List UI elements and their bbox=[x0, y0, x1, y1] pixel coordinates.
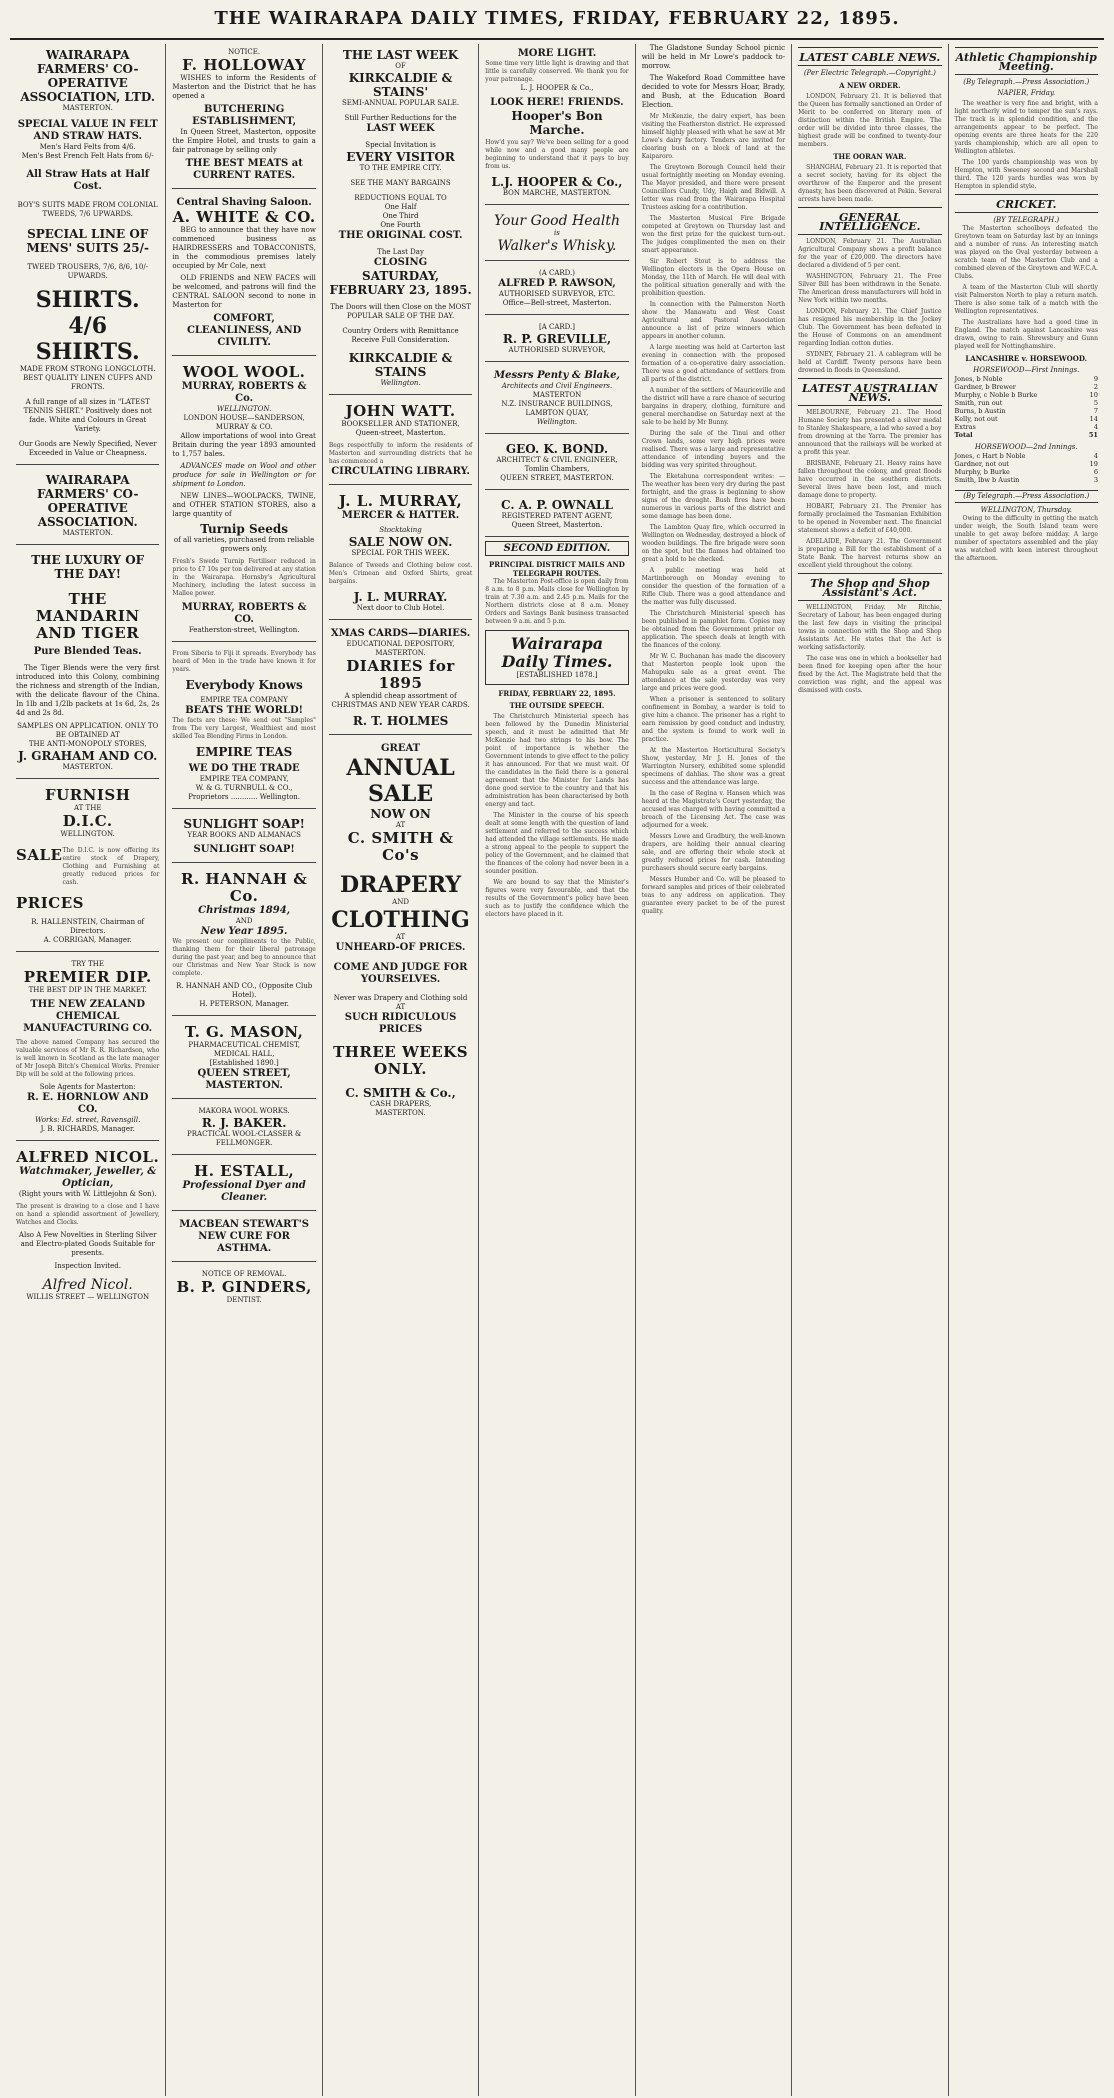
ad-samples: SAMPLES ON APPLICATION. ONLY TO BE OBTAINED AT bbox=[17, 722, 159, 739]
ad-murray2: J. L. MURRAY. bbox=[353, 590, 448, 604]
ad-penty-blake bbox=[485, 366, 628, 434]
ad-body: BEG to announce that they have now commenced business as HAIRDRESSERS and TOBACCONISTS, in the commodious premises lately occupied by Mr Cole, next bbox=[172, 226, 316, 270]
ad-jl-murray bbox=[329, 489, 472, 620]
athletic-assoc: (By Telegraph.—Press Association.) bbox=[963, 78, 1090, 86]
cricket-body: A team of the Masterton Club will shortly visit Palmerston North to play a return match. There is also some talk of a match with the Wellington representatives. bbox=[954, 284, 1098, 315]
ad-kirkcaldie2: KIRKCALDIE & STAINS bbox=[348, 351, 453, 379]
ad-macbean-title: MACBEAN STEWART'S NEW CURE FOR ASTHMA. bbox=[179, 1219, 309, 1254]
news-body: At the Masterton Horticultural Society's Show, yesterday, Mr J. H. Jones of the Warrington Nursery, exhibited some splendid specimens of dahlias. The show was a great success and the attendance was large. bbox=[641, 747, 786, 786]
ad-turnbull: W. & G. TURNBULL & CO., bbox=[195, 784, 293, 792]
ad-shirts: SHIRTS. 4/6 SHIRTS. bbox=[35, 287, 140, 365]
news-body: The Greytown Borough Council held their usual fortnightly meeting on Monday evening. The Mayor presided, and there were present Councillors Cundy, Udy, Haigh and Bidwill. A letter was read from the Wairarapa Hospital Trustees asking for a contribution. bbox=[641, 164, 786, 211]
ad-stores: THE ANTI-MONOPOLY STORES, bbox=[28, 740, 147, 748]
ad-is: is bbox=[554, 229, 560, 237]
ad-semi: SEMI-ANNUAL POPULAR SALE. bbox=[342, 99, 460, 107]
ad-line: Men's Hard Felts from 4/6. bbox=[39, 143, 136, 151]
ad-filler: The facts are these: We send out "Samples" from The very Largest, Wealthiest and most skilled Tea Blending Firms in London. bbox=[172, 717, 316, 740]
cable-heading: LATEST CABLE NEWS. bbox=[799, 51, 941, 64]
ad-further: Still Further Reductions for the bbox=[344, 114, 457, 122]
column-2 bbox=[166, 44, 322, 2096]
cable-body: LONDON, February 21. It is believed that the Queen has formally sanctioned an Order of Merit to be conferred on literary men of distinction within the British Empire. The order will be divided into three classes, the highest grade will be confined to twenty-four members. bbox=[798, 93, 942, 148]
ad-of: OF bbox=[395, 62, 406, 70]
ad-removal: NOTICE OF REMOVAL. bbox=[201, 1270, 287, 1278]
column-1 bbox=[10, 44, 166, 2096]
ad-mason-hall: MEDICAL HALL, bbox=[213, 1050, 275, 1058]
ad-country: Country Orders with Remittance Receive Full Consideration. bbox=[342, 327, 459, 344]
ad-walker-name: Walker's Whisky. bbox=[497, 238, 617, 254]
ad-xmas: XMAS CARDS—DIARIES. bbox=[330, 628, 471, 639]
ad-watt-name: JOHN WATT. bbox=[345, 402, 456, 420]
first-innings: HORSEWOOD—First Innings. bbox=[973, 366, 1080, 374]
ad-wellington: WELLINGTON. bbox=[216, 405, 272, 413]
ad-estall bbox=[172, 1159, 315, 1211]
ad-penty: Messrs Penty & Blake, bbox=[494, 370, 620, 381]
ad-filler: From Siberia to Fiji it spreads. Everybody has heard of Men in the trade have known it for years. bbox=[172, 650, 316, 673]
times-date: FRIDAY, FEBRUARY 22, 1895. bbox=[498, 689, 616, 698]
ad-rawson bbox=[485, 265, 628, 315]
ad-kirkcaldie-name: KIRKCALDIE & STAINS' bbox=[348, 71, 453, 99]
news-body: Messrs Humber and Co. will be pleased to forward samples and prices of their celebrated teas to any address on application. They guarantee every packet to be of the purest quality. bbox=[641, 876, 786, 915]
ad-signature: Alfred Nicol. bbox=[42, 1277, 133, 1293]
australian-heading: LATEST AUSTRALIAN NEWS. bbox=[802, 382, 938, 404]
ad-boys: BOY'S SUITS MADE FROM COLONIAL TWEEDS, 7/6 UPWARDS. bbox=[17, 201, 158, 218]
ad-baker bbox=[172, 1103, 315, 1155]
ad-body: WISHES to inform the Residents of Masterton and the District that he has opened a bbox=[172, 74, 316, 100]
cricket-body: The Australians have had a good time in England. The match against Lancashire was drawn, owing to rain. Shrewsbury and Gunn played well for Nottinghamshire. bbox=[954, 319, 1098, 350]
ad-smith2: C. SMITH & Co., bbox=[345, 1086, 456, 1100]
ad-street: WILLIS STREET — WELLINGTON bbox=[26, 1293, 150, 1301]
ad-saloon: Central Shaving Saloon. bbox=[176, 197, 312, 208]
ad-bond-name: GEO. K. BOND. bbox=[505, 442, 609, 456]
ad-murray-name: J. L. MURRAY, bbox=[338, 492, 463, 510]
second-innings: HORSEWOOD—2nd Innings. bbox=[974, 443, 1078, 451]
news-body: The Masterton Musical Fire Brigade competed at Greytown on Thursday last and won the first prize for the quickest turn-out. The judges complimented the men on their smart appearance. bbox=[641, 215, 786, 254]
ad-filler: Balance of Tweeds and Clothing below cost. Men's Crimean and Oxford Shirts, great bargains. bbox=[328, 562, 473, 585]
ad-filler: Some time very little light is drawing and that little is carefully conserved. We thank you for your patronage. bbox=[485, 60, 629, 83]
tel-assoc: (By Telegraph.—Press Association.) bbox=[963, 492, 1090, 500]
ad-holloway bbox=[172, 44, 315, 189]
ad-paul: C. A. P. OWNALL bbox=[501, 498, 613, 512]
ad-card2: [A CARD.] bbox=[538, 323, 575, 331]
ad-filler: We present our compliments to the Public, thanking them for their liberal patronage during the past year, and beg to announce that our Christmas and New Year Stock is now complete. bbox=[172, 938, 316, 977]
athletic-body: The 100 yards championship was won by Hempton, with Sweeney second and Marshall third. The 120 yards hurdles was won by Hempton in splendid style. bbox=[954, 159, 1098, 190]
news-body: A large meeting was held at Carterton last evening in connection with the proposed formation of a co-operative dairy association. There was a good attendance of settlers from all parts of the district. bbox=[641, 344, 786, 383]
news-body: In connection with the Palmerston North show the Manawatu and West Coast Agricultural and Pastoral Association announce a list of prize winners which appears in another column. bbox=[641, 301, 786, 340]
ad-pownall bbox=[485, 494, 628, 537]
news-body: The Christchurch Ministerial speech has been published in pamphlet form. Copies may be obtained from the Government printer on application. The speech deals at length with the finances of the colony. bbox=[641, 610, 786, 649]
ad-sale-now: SALE NOW ON. bbox=[348, 535, 453, 549]
ad-smith-name: C. SMITH & Co's bbox=[347, 829, 454, 864]
ad-kirkcaldie bbox=[329, 44, 472, 395]
ad-murray: MURRAY, ROBERTS & Co. bbox=[181, 381, 307, 404]
ad-try: TRY THE bbox=[71, 960, 104, 968]
oriental-heading: THE OORAN WAR. bbox=[833, 152, 907, 161]
ad-come: COME AND JUDGE FOR YOURSELVES. bbox=[333, 962, 468, 985]
masthead: THE WAIRARAPA DAILY TIMES, FRIDAY, FEBRUARY 22, 1895. bbox=[10, 0, 1104, 40]
news-body: A number of the settlers of Mauriceville and the district will have a rare chance of securing bargains in drapery, clothing, furniture and general merchandise on Saturday next at the sale to be held by Mr Bunny. bbox=[641, 387, 786, 426]
news-body: Mr McKenzie, the dairy expert, has been visiting the Featherston district. He expressed himself highly pleased with what he saw at Mr Lowe's dairy factory. Tenders are invited for clearing bush on a block of land at the Kaiparoro. bbox=[641, 113, 786, 160]
ad-sale: SALE bbox=[16, 846, 63, 864]
ad-hooper: L. J. HOOPER & Co., bbox=[520, 84, 594, 92]
ad-watt-sub: BOOKSELLER AND STATIONER, bbox=[341, 420, 460, 428]
ad-place: MASTERTON. bbox=[62, 104, 113, 112]
ad-year-books: YEAR BOOKS AND ALMANACS bbox=[187, 831, 301, 839]
ad-holmes-name: R. T. HOLMES bbox=[352, 714, 449, 728]
ad-office: Office—Bell-street, Masterton. bbox=[502, 299, 612, 307]
ad-best-meats: THE BEST MEATS at CURRENT RATES. bbox=[185, 158, 303, 181]
ad-such: SUCH RIDICULOUS PRICES bbox=[344, 1012, 457, 1035]
ad-never: Never was Drapery and Clothing sold bbox=[333, 994, 468, 1002]
total-label: Total bbox=[954, 431, 973, 439]
cable-body: ADELAIDE, February 21. The Government is preparing a Bill for the establishment of a State Bank. The harvest returns show an excellent yield throughout the colony. bbox=[798, 538, 942, 569]
ad-wellington: WELLINGTON. bbox=[60, 830, 115, 838]
ad-last: LAST WEEK bbox=[366, 123, 435, 134]
ad-alfred-nicol bbox=[16, 1145, 159, 1308]
cable-body: LONDON, February 21. The Australian Agricultural Company shows a profit balance for the year of £20,000. The directors have declared a dividend of 5 per cent. bbox=[798, 238, 942, 269]
ad-holmes bbox=[329, 624, 472, 735]
ad-hornlow: R. E. HORNLOW AND CO. bbox=[26, 1092, 149, 1115]
ad-at3: AT bbox=[395, 1003, 406, 1011]
ad-white bbox=[172, 193, 315, 356]
ad-doors: The Doors will then Close on the MOST POPULAR SALE OF THE DAY. bbox=[330, 303, 471, 320]
ad-walker bbox=[485, 209, 628, 261]
ad-reductions: REDUCTIONS EQUAL TO bbox=[354, 194, 447, 202]
ad-greville-name: R. P. GREVILLE, bbox=[502, 332, 612, 346]
ad-see: SEE THE MANY BARGAINS bbox=[350, 179, 451, 187]
ad-bond-chambers: Tomlin Chambers, bbox=[524, 465, 590, 473]
tel-body: Owing to the difficulty in getting the match under weigh, the South Island team were unable to get away before midday. A large number of spectators assembled and the play was watched with keen interest throughout the afternoon. bbox=[954, 515, 1098, 562]
ad-turnip: Turnip Seeds bbox=[200, 522, 289, 536]
column-4 bbox=[479, 44, 635, 2096]
athletic-body: The weather is very fine and bright, with a light northerly wind to temper the sun's rays. The track is in splendid condition, and the arrangements appear to be perfect. The opening events are three heats for the 220 yards championship, which are all open to Wellington athletes. bbox=[954, 100, 1098, 155]
ad-notice: NOTICE. bbox=[228, 48, 261, 56]
ad-closing: CLOSING bbox=[373, 257, 428, 268]
ad-ginders-name: B. P. GINDERS, bbox=[176, 1278, 312, 1296]
ad-hannah bbox=[172, 867, 315, 1016]
ad-half: One Half bbox=[384, 203, 417, 211]
ad-third: One Third bbox=[382, 212, 419, 220]
ad-place: MASTERTON bbox=[532, 391, 582, 399]
mails-heading: PRINCIPAL DISTRICT MAILS AND TELEGRAPH ROUTES. bbox=[489, 560, 625, 578]
cable-body: The case was one in which a bookseller had been fined for keeping open after the hour fixed by the Act. The Magistrate held that the conviction was right, and the appeal was dismissed with costs. bbox=[798, 655, 942, 694]
ad-proprietors: Proprietors ............ Wellington. bbox=[188, 793, 301, 801]
cable-body: LONDON, February 21. The Chief Justice has resigned his membership in the Jockey Club. The Government has been defeated in the House of Commons on an amendment regarding Indian cotton duties. bbox=[798, 308, 942, 347]
ad-lodge: LOOK HERE! FRIENDS. bbox=[490, 97, 624, 108]
column-3 bbox=[323, 44, 479, 2096]
ad-title: WAIRARAPA FARMERS' CO-OPERATIVE ASSOCIATION, LTD. bbox=[20, 48, 156, 104]
ad-holloway-name: F. HOLLOWAY bbox=[182, 56, 307, 74]
ad-comfort: COMFORT, CLEANLINESS, AND CIVILITY. bbox=[186, 313, 302, 348]
ad-graham: J. GRAHAM AND CO. bbox=[18, 749, 158, 763]
ad-butcher: BUTCHERING ESTABLISHMENT, bbox=[192, 104, 297, 127]
ad-to: TO THE EMPIRE CITY. bbox=[359, 164, 442, 172]
ad-wool-title: WOOL WOOL. bbox=[182, 363, 306, 381]
ad-hannah-name: R. HANNAH & Co. bbox=[181, 870, 308, 905]
news-body: A public meeting was held at Martinborough on Monday evening to consider the question of the formation of a Rifle Club. There was a good attendance and the matter was fully discussed. bbox=[641, 567, 786, 606]
ad-more-light bbox=[485, 44, 628, 205]
ad-filler: Fresh's Swede Turnip Fertiliser reduced in price to £7 10s per ton delivered at any station in the Wairarapa. Hornsby's Agricultural Machinery, including the latest success in Mallee power. bbox=[172, 558, 316, 597]
ad-queen: Queen Street, Masterton. bbox=[511, 521, 603, 529]
editorial-body: The Christchurch Ministerial speech has been followed by the Dunedin Ministerial speech, and it must be admitted that Mr McKenzie had two strings to his bow. The point of importance is whether the Government intends to give effect to the policy it has announced. For that we must wait. Of the candidates in the field there is a general agreement that the Minister for Lands has done good service to the country and that his administration has been characterised by both energy and tact. bbox=[485, 713, 629, 808]
ad-hooper-co: L.J. HOOPER & Co., bbox=[491, 175, 623, 189]
ad-special: SPECIAL VALUE IN FELT AND STRAW HATS. bbox=[17, 119, 158, 142]
lancashire-heading: LANCASHIRE v. HORSEWOOD. bbox=[965, 354, 1088, 363]
ad-architects: Architects and Civil Engineers. bbox=[501, 382, 613, 390]
ad-straw: All Straw Hats at Half Cost. bbox=[26, 169, 150, 192]
columns bbox=[10, 44, 1104, 2096]
ad-filler: The present is drawing to a close and I have on hand a splendid assortment of Jewellery, Watches and Clocks. bbox=[16, 1203, 160, 1226]
mails-body: The Masterton Post-office is open daily from 8 a.m. to 8 p.m. Mails close for Wellington by train at 7.30 a.m. and 2.45 p.m. Mails for the Northern districts close at 8 a.m. Money Orders and Savings Bank business transacted between 9 a.m. and 5 p.m. bbox=[485, 578, 629, 625]
ad-estall-sub: Professional Dyer and Cleaner. bbox=[182, 1180, 306, 1203]
news-body: During the sale of the Tinui and other Crown lands, some very high prices were realised. There was a large and representative attendance of intending buyers and the bidding was very spirited throughout. bbox=[641, 430, 786, 469]
ad-wellington: Wellington. bbox=[380, 379, 421, 387]
news-body: The Eketahuna correspondent writes: — The weather has been very dry during the past fortnight, and the grass is beginning to show signs of the drought. Bush fires have been numerous in various parts of the district and some damage has been done. bbox=[641, 473, 786, 520]
ad-educational: EDUCATIONAL DEPOSITORY, MASTERTON. bbox=[346, 640, 455, 657]
ad-empire: EMPIRE TEA COMPANY bbox=[200, 696, 288, 704]
ad-more-light-title: MORE LIGHT. bbox=[517, 48, 597, 59]
news-body: The Lambton Quay fire, which occurred in Wellington on Wednesday, destroyed a block of wooden buildings. The fire brigade were soon on the spot, but the flames had obtained too great a hold to be checked. bbox=[641, 524, 786, 563]
ad-richards: J. B. RICHARDS, Manager. bbox=[40, 1125, 135, 1133]
ad-bon: BON MARCHE, MASTERTON. bbox=[502, 189, 612, 197]
news-body: Sir Robert Stout is to address the Wellington electors in the Opera House on Monday, the 11th of March. He will deal with the political situation generally and with the prohibition question. bbox=[641, 258, 786, 297]
ad-good-health: Your Good Health bbox=[493, 213, 620, 229]
cable-body: WELLINGTON, Friday. Mr Ritchie, Secretary of Labour, has been engaged during the last few days in visiting the principal towns in connection with the Shop and Shop Assistants Act. He states that the Act is working satisfactorily. bbox=[798, 604, 942, 651]
ad-sunlight-title: SUNLIGHT SOAP! bbox=[183, 817, 305, 831]
ad-christmas: Christmas 1894, bbox=[198, 905, 291, 916]
ad-beats: BEATS THE WORLD! bbox=[185, 705, 304, 716]
ad-three: THREE WEEKS ONLY. bbox=[333, 1043, 469, 1078]
ad-sunlight bbox=[172, 813, 315, 863]
ad-everybody: Everybody Knows bbox=[185, 678, 303, 692]
ad-murray2: MURRAY, ROBERTS & CO. bbox=[181, 602, 307, 625]
ad-empire-co: EMPIRE TEA COMPANY, bbox=[199, 775, 289, 783]
ad-premier: PREMIER DIP. bbox=[23, 968, 152, 986]
ad-turnip-sub: of all varieties, purchased from reliable growers only. bbox=[173, 536, 315, 553]
ad-we-do: WE DO THE TRADE bbox=[188, 763, 300, 774]
ad-filler: The above named Company has secured the valuable services of Mr R. R. Richardson, who is well known in Scotland as the late manager of Mr Joseph Bitch's Chemical Works. Premier Dip will be sold at the following prices. bbox=[16, 1039, 160, 1078]
ad-diaries: DIARIES for 1895 bbox=[346, 657, 455, 692]
editorial-body: The Minister in the course of his speech dealt at some length with the question of land settlement and referred to the success which had attended the village settlements. He made a strong appeal to the people to support the policy of the Government, and he claimed that the finances of the colony had never been in a sounder position. bbox=[485, 812, 629, 875]
ad-dic-name: D.I.C. bbox=[62, 812, 113, 830]
ad-mandarin-tea bbox=[16, 549, 159, 779]
ad-next: Next door to Club Hotel. bbox=[356, 604, 445, 612]
ad-original: THE ORIGINAL COST. bbox=[338, 230, 463, 241]
ad-tweed: TWEED TROUSERS, 7/6, 8/6, 10/- UPWARDS. bbox=[27, 263, 149, 280]
ad-body: Allow importations of wool into Great Britain during the year 1893 amounted to 1,757 bales. bbox=[172, 432, 316, 458]
ad-wellington: Wellington. bbox=[536, 418, 578, 426]
ad-farmers-coop-1 bbox=[16, 44, 159, 465]
ad-last-day: The Last Day bbox=[377, 248, 424, 256]
ad-special-line: SPECIAL LINE OF MENS' SUITS 25/- bbox=[26, 227, 149, 255]
ad-title: WAIRARAPA FARMERS' CO-OPERATIVE ASSOCIATION. bbox=[36, 473, 139, 529]
ad-advances: ADVANCES made on Wool and other produce for sale in Wellington or for shipment to London. bbox=[172, 462, 316, 488]
cricket-body: The Masterton schoolboys defeated the Greytown team on Saturday last by an innings and a number of runs. An interesting match was played on the Oval yesterday between a scratch team of the Masterton Club and a combined eleven of the Greytown and W.F.C.A. Clubs. bbox=[954, 225, 1098, 280]
ad-rawson-sub: AUTHORISED SURVEYOR, ETC. bbox=[498, 290, 616, 298]
ad-corrigan: A. CORRIGAN, Manager. bbox=[43, 936, 132, 944]
ad-unheard: UNHEARD-OF PRICES. bbox=[335, 942, 466, 953]
ad-premier-dip bbox=[16, 956, 159, 1141]
news-body: When a prisoner is sentenced to solitary confinement in Bombay, a warder is told to give him a chance. The prisoner has a right to earn remission by good conduct and industry, and the system is found to work well in practice. bbox=[641, 696, 786, 743]
ad-baker-name: R. J. BAKER. bbox=[201, 1116, 287, 1130]
ad-furnish: FURNISH bbox=[44, 786, 131, 804]
ad-place: MASTERTON. bbox=[62, 529, 113, 537]
athletic-heading: Athletic Championship Meeting. bbox=[955, 51, 1097, 73]
ad-card: (A CARD.) bbox=[538, 269, 575, 277]
ad-splendid: A splendid cheap assortment of CHRISTMAS AND NEW YEAR CARDS. bbox=[331, 692, 470, 709]
ad-white-name: A. WHITE & CO. bbox=[172, 208, 316, 226]
ad-line: Men's Best French Felt Hats from 6/- bbox=[21, 152, 154, 160]
ad-mason-sub: PHARMACEUTICAL CHEMIST, bbox=[188, 1041, 300, 1049]
ad-now-on: NOW ON bbox=[370, 807, 431, 821]
ad-orders: Our Goods are Newly Specified, Never Exceeded in Value or Cheapness. bbox=[18, 440, 157, 457]
cable-body: MELBOURNE, February 21. The Hood Humane Society has presented a silver medal to Stanley Shakespeare, a lad who saved a boy from drowning at the Yarra. The premier has announced that the railways will be worked at a profit this year. bbox=[798, 409, 942, 456]
column-7: Athletic Championship Meeting. (By Telegraph.—Press Association.) NAPIER, Friday. The weather is very fine and bright, with a light northerly wind to temper the sun's rays. The track is in splendid condition, and the arrangements appear to be perfect. The opening events are three heats for the 220 yards championship, which are all open to Wellington athletes. The 100 yards championship was won by Hempton, with Sweeney second and Marshall third. The 120 yards hurdles was won by Hempton in splendid style. CRICKET. (BY TELEGRAPH.) The Masterton schoolboys defeated the Greytown team on Saturday last by an innings and a number of runs. An interesting match was played on the Oval yesterday between a scratch team of the Masterton Club and a combined eleven of the Greytown and W.F.C.A. Clubs. A team of the Masterton Club will shortly visit Palmerston North to play a return match. There is also some talk of a match with the Wellington representatives. The Australians have had a good time in England. The match against Lancashire was drawn, owing to rain. Shrewsbury and Gunn played well for Nottinghamshire. LANCASHIRE v. HORSEWOOD. HORSEWOOD—First Innings. Jones, b Noble 9 Gardner, b Brewer 2 Murphy, c Noble b Burke 10 Smith, run out 5 Burns, b Austin 7 Kelly, not out 14 Extras 4 Total 51 HORSEWOOD—2nd Innings. Jones, c Hart b Noble 4 Gardner, not out 19 Murphy, b Burke 6 Smith, lbw b Austin 3 (By Telegraph.—Press Association.) WELLINGTON, Thursday. Owing to the difficulty in getting the match under weigh, the South Island team were unable to get away before midday. A large number of spectators assembled and the play was watched with keen interest throughout the afternoon. bbox=[949, 44, 1104, 2096]
ad-bond-sub: ARCHITECT & CIVIL ENGINEER, bbox=[496, 456, 618, 464]
ad-special: Special Invitation is bbox=[365, 141, 436, 149]
ad-mason-est: [Established 1890.] bbox=[209, 1059, 279, 1067]
ad-shirts-sub: MADE FROM STRONG LONGCLOTH. BEST QUALITY LINEN CUFFS AND FRONTS. bbox=[19, 365, 156, 391]
ad-body: OLD FRIENDS and NEW FACES will be welcomed, and patrons will find the CENTRAL SALOON second to none in Masterton for bbox=[172, 274, 316, 309]
ad-and: AND bbox=[392, 898, 409, 906]
ad-masterton: MASTERTON. bbox=[375, 1109, 426, 1117]
ad-empire-tea bbox=[172, 646, 315, 809]
ad-chambers: N.Z. INSURANCE BUILDINGS, LAMBTON QUAY, bbox=[501, 400, 613, 417]
ad-works: Works: Ed. street, Ravensgill. bbox=[35, 1116, 141, 1124]
ad-new-year: New Year 1895. bbox=[200, 926, 288, 937]
ad-drapery: DRAPERY bbox=[340, 872, 462, 898]
ad-london: LONDON HOUSE—SANDERSON, MURRAY & CO. bbox=[183, 414, 305, 431]
ad-greville-sub: AUTHORISED SURVEYOR, bbox=[508, 346, 606, 354]
ad-macbean bbox=[172, 1215, 315, 1262]
ad-trade: Watchmaker, Jeweller, & Optician, bbox=[19, 1166, 157, 1189]
ad-title: THE LUXURY OF THE DAY! bbox=[31, 553, 145, 581]
cable-body: HOBART, February 21. The Premier has formally proclaimed the Tasmanian Exhibition to be opened in November next. The financial statement shows a deficit of £40,000. bbox=[798, 503, 942, 534]
ad-wool bbox=[172, 360, 315, 642]
ad-mercer: MERCER & HATTER. bbox=[341, 510, 460, 521]
ad-bond bbox=[485, 438, 628, 490]
ad-best: THE BEST DIP IN THE MARKET. bbox=[28, 986, 147, 994]
ad-filler: Begs respectfully to inform the residents of Masterton and surrounding districts that he has commenced a bbox=[328, 442, 473, 465]
ad-ties: A full range of all sizes in "LATEST TENNIS SHIRT." Positively does not fade. White and Colours in Great Variety. bbox=[23, 398, 152, 433]
ad-company: THE NEW ZEALAND CHEMICAL MANUFACTURING CO. bbox=[23, 999, 153, 1034]
ad-stocktaking: Stocktaking bbox=[379, 526, 422, 534]
ad-makes: MAKORA WOOL WORKS. bbox=[198, 1107, 290, 1115]
ad-rawson-name: ALFRED P. RAWSON, bbox=[498, 278, 616, 289]
ad-featherston: Featherston-street, Wellington. bbox=[188, 626, 300, 634]
ad-at: AT bbox=[395, 821, 406, 829]
ad-patent: REGISTERED PATENT AGENT, bbox=[501, 512, 613, 520]
shop-heading: The Shop and Shop Assistant's Act. bbox=[810, 577, 930, 599]
ad-every: EVERY VISITOR bbox=[346, 150, 455, 164]
ad-filler: The D.I.C. is now offering its entire stock of Drapery, Clothing and Furnishing at greatly reduced prices for cash. bbox=[62, 847, 160, 886]
cable-body: WASHINGTON, February 21. The Free Silver Bill has been withdrawn in the Senate. The American dress manufacturers will hold in New York within two months. bbox=[798, 273, 942, 304]
ad-annual: ANNUAL SALE bbox=[346, 755, 455, 807]
ad-at: AT THE bbox=[73, 804, 102, 812]
ad-mason bbox=[172, 1020, 315, 1099]
ad-special-tw: SPECIAL FOR THIS WEEK. bbox=[351, 549, 450, 557]
news-body: Mr W. C. Buchanan has made the discovery that Masterton people look upon the Mahupuku sale as a great event. The attendance at the sale yesterday was very large and prices were good. bbox=[641, 653, 786, 692]
ad-estall-name: H. ESTALL, bbox=[194, 1162, 295, 1180]
times-masthead bbox=[485, 630, 628, 685]
ad-agents: Sole Agents for Masterton: bbox=[39, 1083, 136, 1091]
cricket-by-tel: (BY TELEGRAPH.) bbox=[993, 216, 1060, 224]
athletic-napier: NAPIER, Friday. bbox=[997, 89, 1056, 97]
cable-body: SHANGHAI, February 21. It is reported that a secret society, having for its object the overthrow of the Emperor and the present dynasty, has been discovered at Pekin. Several arrests have been made. bbox=[798, 164, 942, 203]
ad-manager: R. HALLENSTEIN, Chairman of Directors. bbox=[31, 918, 145, 935]
ad-greville bbox=[485, 319, 628, 362]
cable-body: SYDNEY, February 21. A cablegram will be held at Cardiff. Twenty persons have been drowned in floods in Queensland. bbox=[798, 351, 942, 374]
ad-sunlight-soap: SUNLIGHT SOAP! bbox=[193, 844, 295, 855]
ad-clothing: CLOTHING bbox=[331, 907, 470, 933]
ad-circulating: CIRCULATING LIBRARY. bbox=[331, 466, 470, 477]
ad-brand: THE MANDARIN AND TIGER bbox=[35, 590, 140, 642]
news-body: In the case of Regina v. Hansen which was heard at the Magistrate's Court yesterday, the accused was charged with having committed a breach of the Licensing Act. The case was adjourned for a week. bbox=[641, 790, 786, 829]
editorial-title: THE OUTSIDE SPEECH. bbox=[509, 701, 605, 710]
cable-assoc: (Per Electric Telegraph.—Copyright.) bbox=[803, 69, 936, 77]
times-established: [ESTABLISHED 1878.] bbox=[516, 671, 598, 679]
ad-smith bbox=[329, 739, 472, 1124]
ad-hooper-bazaar: Hooper's Bon Marche. bbox=[511, 109, 603, 137]
ad-sub: Pure Blended Teas. bbox=[33, 646, 142, 657]
news-body: Messrs Lowe and Gradbury, the well-known drapers, are holding their annual clearing sale, and are offering their whole stock at greatly reduced prices for cash. Intending purchasers should secure early bargains. bbox=[641, 833, 786, 872]
cable-order: A NEW ORDER. bbox=[839, 81, 901, 90]
ad-novelties: Also A Few Novelties in Sterling Silver and Electro-plated Goods Suitable for presents. bbox=[18, 1231, 157, 1257]
ad-ginders bbox=[172, 1266, 315, 1311]
ad-filler: How'd you say? We've been selling for a good while now and a good many people are beginning to understand that it pays to buy from us. bbox=[485, 139, 629, 170]
ad-baker-sub: PRACTICAL WOOL-CLASSER & FELLMONGER. bbox=[187, 1130, 302, 1147]
ad-saturday: SATURDAY, FEBRUARY 23, 1895. bbox=[329, 269, 472, 297]
tel-wed: WELLINGTON, Thursday. bbox=[980, 506, 1072, 514]
ad-hannah-place: R. HANNAH AND CO., (Opposite Club Hotel). bbox=[176, 982, 313, 999]
ad-inspection: Inspection Invited. bbox=[54, 1262, 121, 1270]
ad-and: AND bbox=[235, 917, 253, 925]
general-heading: GENERAL INTELLIGENCE. bbox=[819, 211, 921, 233]
editorial-body: We are bound to say that the Minister's figures were very favourable, and that the results of the Government's policy have been such as to justify the confidence which the electors have placed in it. bbox=[485, 879, 629, 918]
ad-prices: PRICES bbox=[16, 894, 84, 912]
ad-nicol: ALFRED NICOL. bbox=[16, 1148, 160, 1166]
ad-watt bbox=[329, 399, 472, 485]
times-logo: Wairarapa Daily Times. bbox=[501, 634, 613, 671]
ad-last-week: THE LAST WEEK bbox=[342, 48, 459, 62]
cricket-heading: CRICKET. bbox=[996, 198, 1057, 211]
ad-empire-teas: EMPIRE TEAS bbox=[195, 745, 293, 759]
news-item: The Gladstone Sunday School picnic will be held in Mr Lowe's paddock to-morrow. bbox=[641, 44, 786, 70]
ad-cash: CASH DRAPERS, bbox=[369, 1100, 432, 1108]
ad-dentist: DENTIST. bbox=[226, 1296, 262, 1304]
ad-mason-name: T. G. MASON, bbox=[184, 1023, 304, 1041]
ad-place: (Right yours with W. Littlejohn & Son). bbox=[18, 1190, 157, 1198]
ad-dic bbox=[16, 783, 159, 952]
second-edition-banner: SECOND EDITION. bbox=[485, 541, 628, 556]
ad-mason-street: QUEEN STREET, MASTERTON. bbox=[197, 1068, 291, 1091]
cable-body: BRISBANE, February 21. Heavy rains have fallen throughout the colony, and great floods have occurred in the southern districts. Several lives have been lost, and much damage done to property. bbox=[798, 460, 942, 499]
column-5 bbox=[636, 44, 792, 2096]
ad-place: MASTERTON. bbox=[62, 763, 113, 771]
ad-fourth: One Fourth bbox=[380, 221, 421, 229]
ad-new-lines: NEW LINES—WOOLPACKS, TWINE, and OTHER STATION STORES, also a large quantity of bbox=[172, 492, 316, 518]
column-6 bbox=[792, 44, 948, 2096]
ad-watt-street: Queen-street, Masterton. bbox=[355, 429, 446, 437]
ad-farmers-coop-2 bbox=[16, 469, 159, 545]
news-item: The Wakeford Road Committee have decided to vote for Messrs Hoar, Brady, and Bush, at the Education Board Election. bbox=[641, 74, 786, 109]
ad-bond-street: QUEEN STREET, MASTERTON. bbox=[500, 474, 614, 482]
ad-at2: AT bbox=[395, 933, 406, 941]
ad-body: In Queen Street, Masterton, opposite the Empire Hotel, and trusts to gain a fair patronage by selling only bbox=[172, 128, 316, 154]
ad-body: The Tiger Blends were the very first introduced into this Colony, combining the richness and strength of the Indian, with the delicate flavour of the China. In 1lb and 1/2lb packets at 1s 6d, 2s, 2s 4d and 2s 8d. bbox=[16, 664, 160, 717]
ad-great: GREAT bbox=[380, 743, 421, 754]
ad-peterson: H. PETERSON, Manager. bbox=[199, 1000, 289, 1008]
